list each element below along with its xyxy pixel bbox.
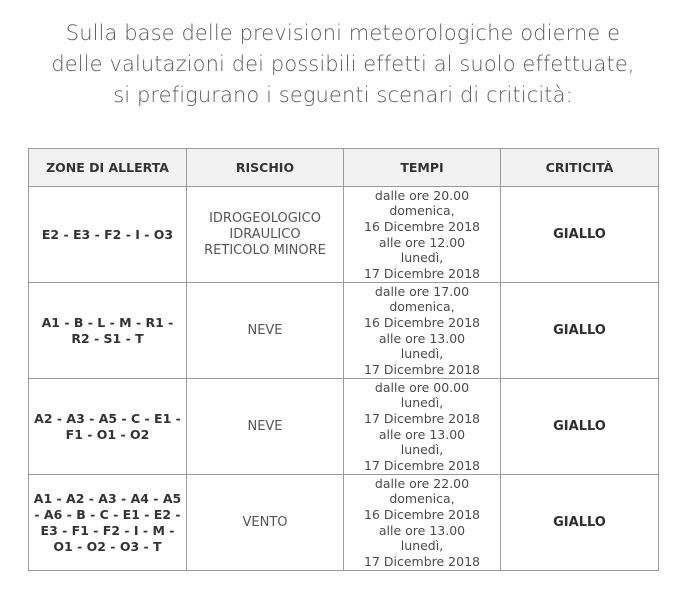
criticality-cell: GIALLO: [501, 475, 659, 571]
time-line: 17 Dicembre 2018: [364, 361, 480, 377]
risk-line: NEVE: [247, 322, 283, 338]
risk-line: VENTO: [242, 514, 288, 530]
time-line: dalle ore 17.00: [374, 283, 470, 299]
intro-line: si prefigurano i seguenti scenari di criticità:: [113, 83, 573, 107]
risk-cell: [187, 475, 344, 571]
times-cell: [344, 379, 501, 475]
header-zones: ZONE DI ALLERTA: [29, 149, 187, 187]
time-line: 16 Dicembre 2018: [364, 218, 480, 234]
zones-cell: A1 - B - L - M - R1 - R2 - S1 - T: [29, 283, 187, 379]
time-line: dalle ore 20.00: [374, 187, 470, 203]
criticality-cell: GIALLO: [501, 187, 659, 283]
time-line: lunedì,: [400, 395, 444, 411]
criticality-cell: GIALLO: [501, 283, 659, 379]
criticality-cell: GIALLO: [501, 379, 659, 475]
risk-line: RETICOLO MINORE: [204, 242, 326, 258]
time-line: domenica,: [389, 299, 455, 315]
zones-cell: A2 - A3 - A5 - C - E1 - F1 - O1 - O2: [29, 379, 187, 475]
risk-line: IDRAULICO: [229, 226, 301, 242]
time-line: alle ore 13.00: [378, 426, 466, 442]
table-row: [29, 475, 659, 571]
time-line: dalle ore 22.00: [374, 475, 470, 491]
table-row: [29, 379, 659, 475]
time-line: 16 Dicembre 2018: [364, 314, 480, 330]
header-criticality: CRITICITÀ: [501, 149, 659, 187]
time-line: lunedì,: [400, 346, 444, 362]
time-line: 16 Dicembre 2018: [364, 506, 480, 522]
intro-line: Sulla base delle previsioni meteorologiche odierne e: [65, 21, 621, 45]
time-line: domenica,: [389, 203, 455, 219]
time-line: 17 Dicembre 2018: [364, 410, 480, 426]
zones-cell: A1 - A2 - A3 - A4 - A5 - A6 - B - C - E1 - E2 - E3 - F1 - F2 - I - M - O1 - O2 - O3 - T: [29, 475, 187, 571]
time-line: 17 Dicembre 2018: [364, 553, 480, 569]
times-cell: [344, 187, 501, 283]
risk-cell: [187, 283, 344, 379]
times-cell: [344, 283, 501, 379]
alert-scenarios-table: [28, 148, 659, 571]
header-times: TEMPI: [344, 149, 501, 187]
intro-text: [0, 18, 686, 111]
times-cell: [344, 475, 501, 571]
risk-line: NEVE: [247, 418, 283, 434]
risk-cell: [187, 379, 344, 475]
time-line: alle ore 12.00: [378, 234, 466, 250]
time-line: 17 Dicembre 2018: [364, 457, 480, 473]
time-line: alle ore 13.00: [378, 330, 466, 346]
intro-line: delle valutazioni dei possibili effetti al suolo effettuate,: [51, 52, 635, 76]
risk-cell: [187, 187, 344, 283]
header-risk: RISCHIO: [187, 149, 344, 187]
table-header-row: [29, 149, 659, 187]
time-line: 17 Dicembre 2018: [364, 265, 480, 281]
time-line: lunedì,: [400, 442, 444, 458]
risk-line: IDROGEOLOGICO: [209, 210, 321, 226]
table-row: [29, 187, 659, 283]
time-line: alle ore 13.00: [378, 522, 466, 538]
time-line: dalle ore 00.00: [374, 379, 470, 395]
time-line: lunedì,: [400, 538, 444, 554]
zones-cell: E2 - E3 - F2 - I - O3: [29, 187, 187, 283]
time-line: domenica,: [389, 491, 455, 507]
table-row: [29, 283, 659, 379]
time-line: lunedì,: [400, 250, 444, 266]
